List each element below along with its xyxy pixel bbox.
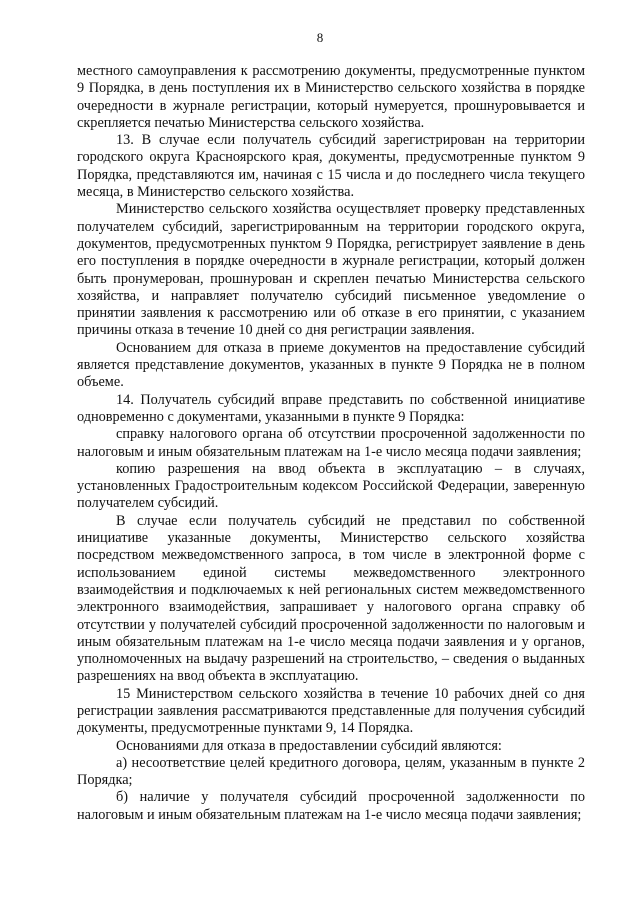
paragraph-refusal-grounds: Основаниями для отказа в предоставлении субсидий являются: [116, 737, 502, 754]
paragraph-refusal-basis: Основанием для отказа в приеме документов на предоставление субсидий является представление документов, указанных в пункте 9 Порядка не в полном объеме. [77, 339, 585, 391]
page-number: 8 [316, 30, 324, 45]
list-item-a: а) несоответствие целей кредитного договора, целям, указанным в пункте 2 Порядка; [77, 754, 585, 789]
document-body [77, 63, 585, 824]
paragraph-15: 15 Министерством сельского хозяйства в течение 10 рабочих дней со дня регистрации заявления рассматриваются представленные для получения субсидий документы, предусмотренные пунктами 9, 14 Порядка. [77, 685, 585, 737]
paragraph-interagency-request: В случае если получатель субсидий не представил по собственной инициативе указанные документы, Министерство сельского хозяйства посредством межведомственного запроса, в том числе в электронной форме с использованием единой системы межведомственного электронного взаимодействия и подключаемых к ней региональных систем межведомственного электронного взаимодействия, запрашивает у налогового органа справку об отсутствии у получателей субсидий просроченной задолженности по налоговым и иным обязательным платежам на 1-е число месяца подачи заявления и у органов, уполномоченных на выдачу разрешений на строительство, – сведения о выданных разрешениях на ввод объекта в эксплуатацию. [77, 512, 585, 685]
paragraph-continuation: местного самоуправления к рассмотрению документы, предусмотренные пунктом 9 Порядка, в день поступления их в Министерство сельского хозяйства в порядке очередности в журнале регистрации, который нумеруется, прошнуровывается и скрепляется печатью Министерства сельского хозяйства. [77, 63, 585, 131]
paragraph-13: 13. В случае если получатель субсидий зарегистрирован на территории городского округа Красноярского края, документы, предусмотренные пунктом 9 Порядка, представляются им, начиная с 15 числа и до последнего числа текущего месяца, в Министерство сельского хозяйства. [77, 132, 585, 201]
paragraph-tax-certificate: справку налогового органа об отсутствии просроченной задолженности по налоговым и иным обязательным платежам на 1-е число месяца подачи заявления; [77, 426, 585, 460]
paragraph-permit-copy: копию разрешения на ввод объекта в эксплуатацию – в случаях, установленных Градостроительным кодексом Российской Федерации, заверенную получателем субсидий. [77, 460, 585, 512]
paragraph-14: 14. Получатель субсидий вправе представить по собственной инициативе одновременно с документами, указанными в пункте 9 Порядка: [77, 391, 585, 425]
paragraph-ministry-check: Министерство сельского хозяйства осуществляет проверку представленных получателем субсидий, зарегистрированным на территории городского округа, документов, предусмотренных пунктом 9 Порядка, регистрирует заявление в день его поступления в порядке очередности в журнале регистрации, который должен быть пронумерован, прошнурован и скреплен печатью Министерства сельского хозяйства, и направляет получателю субсидий письменное уведомление о принятии заявления к рассмотрению или об отказе в его принятии, с указанием причины отказа в течение 10 дней со дня регистрации заявления. [77, 201, 585, 339]
list-item-b: б) наличие у получателя субсидий просроченной задолженности по налоговым и иным обязательным платежам на 1-е число месяца подачи заявления; [77, 789, 585, 823]
